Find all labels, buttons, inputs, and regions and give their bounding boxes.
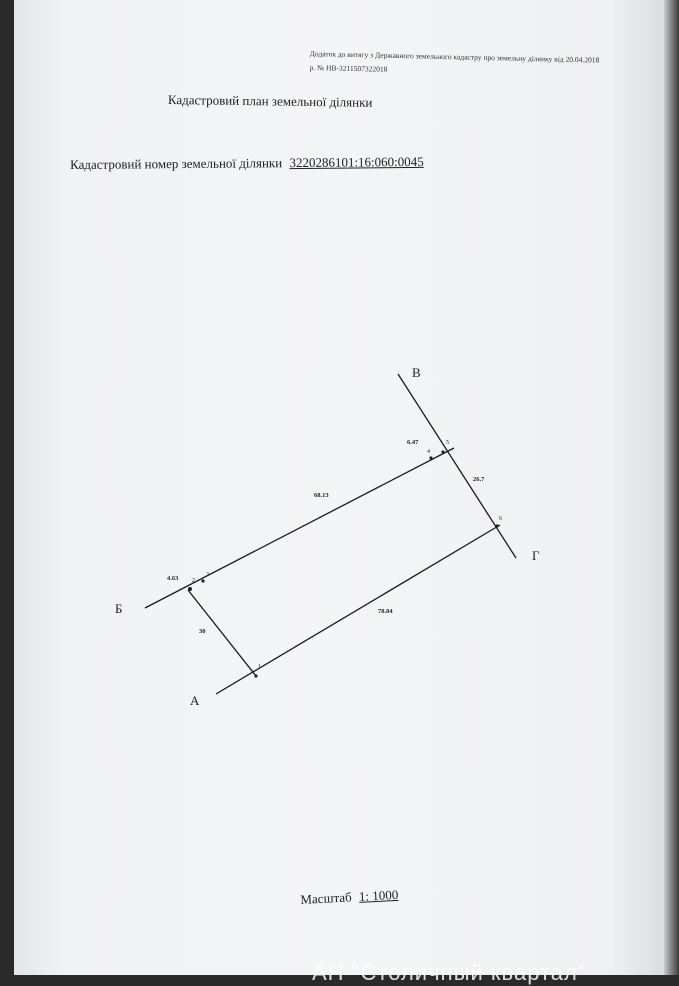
agency-watermark: АН "Столичный квартал" xyxy=(312,960,587,985)
cadastral-number-value: 3220286101:16:060:0045 xyxy=(289,153,424,171)
annex-note: Додаток до витягу з Державного земельного кадастру про земельну ділянку від 20.04.2018 р. № НВ-3211507322018 xyxy=(309,48,600,74)
point-number-5: 5 xyxy=(446,440,449,446)
edge-length-bottom-long: 78.04 xyxy=(378,608,393,615)
cadastral-number-label: Кадастровий номер земельної ділянки xyxy=(70,155,283,172)
turning-point-1 xyxy=(254,674,257,677)
point-number-2: 2 xyxy=(192,578,195,584)
point-number-1: 1 xyxy=(258,664,261,670)
edge-length-side-short: 30 xyxy=(199,628,206,635)
scale-label: Масштаб xyxy=(300,889,353,907)
boundary-label-h: Г xyxy=(532,548,540,563)
boundary-label-b: Б xyxy=(115,601,123,616)
turning-point-5 xyxy=(441,450,444,453)
turning-point-2 xyxy=(188,587,192,591)
point-number-4: 4 xyxy=(427,449,430,455)
edge-length-top-left-segment: 4.63 xyxy=(167,575,179,582)
boundary-line-v-g xyxy=(398,374,516,558)
turning-point-6 xyxy=(495,524,498,527)
turning-point-4 xyxy=(429,456,432,459)
boundary-label-v: В xyxy=(412,365,421,380)
edge-length-right-side: 26.7 xyxy=(473,476,485,483)
boundary-line-b xyxy=(145,448,454,608)
point-number-6: 6 xyxy=(499,516,502,522)
point-number-3: 3 xyxy=(206,572,209,578)
edge-length-top-long: 68.13 xyxy=(314,492,329,499)
document-title: Кадастровий план земельної ділянки xyxy=(167,92,373,110)
edge-length-top-right-segment: 6.47 xyxy=(407,439,419,446)
turning-point-3 xyxy=(201,579,204,582)
scale-value: 1: 1000 xyxy=(358,886,399,904)
boundary-label-a: А xyxy=(190,693,200,708)
